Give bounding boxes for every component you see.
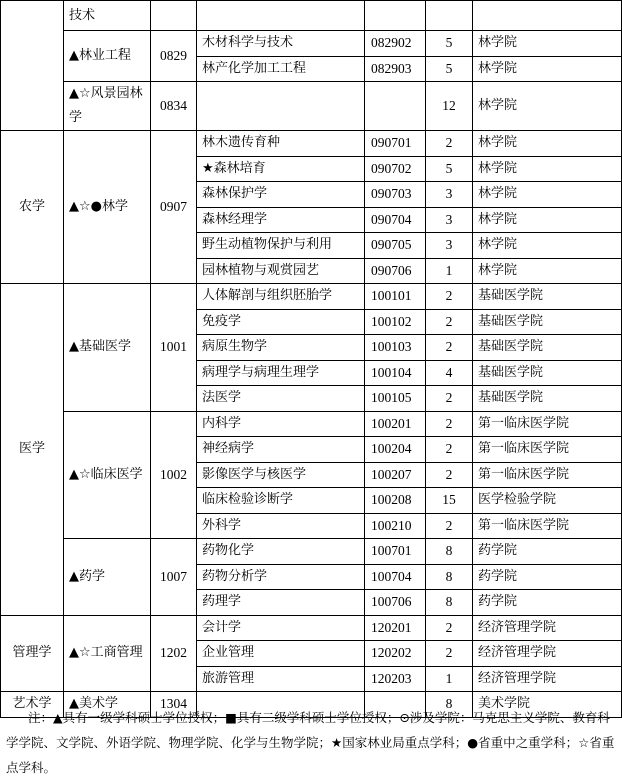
major-cell [197,82,365,131]
major-cell: 临床检验诊断学 [197,488,365,514]
major-code-cell: 100204 [365,437,426,463]
major-code-cell: 100701 [365,539,426,565]
table-row [1,31,622,57]
subject-code-cell: 0834 [151,82,197,131]
college-cell: 基础医学院 [473,335,622,361]
major-code-cell: 090706 [365,258,426,284]
enrollment-count-cell: 15 [426,488,473,514]
major-cell: 木材科学与技术 [197,31,365,57]
college-cell: 药学院 [473,564,622,590]
college-cell: 林学院 [473,82,622,131]
major-code-cell: 090703 [365,182,426,208]
college-cell: 林学院 [473,131,622,157]
major-cell: 病理学与病理生理学 [197,360,365,386]
subject-cell: ▲药学 [64,539,151,616]
college-cell: 第一临床医学院 [473,513,622,539]
enrollment-count-cell: 2 [426,284,473,310]
enrollment-count-cell: 2 [426,386,473,412]
major-code-cell: 100104 [365,360,426,386]
subject-cell: ▲美术学 [64,692,151,718]
major-cell: 法医学 [197,386,365,412]
college-cell: 林学院 [473,258,622,284]
college-cell: 林学院 [473,233,622,259]
enrollment-count-cell: 2 [426,462,473,488]
enrollment-count-cell: 2 [426,335,473,361]
table-row [1,539,622,565]
major-cell: 病原生物学 [197,335,365,361]
subject-cell: ▲☆临床医学 [64,411,151,539]
college-cell: 药学院 [473,590,622,616]
table-row [1,615,622,641]
major-code-cell: 100105 [365,386,426,412]
major-code-cell: 120202 [365,641,426,667]
enrollment-count-cell: 8 [426,539,473,565]
major-code-cell: 090702 [365,156,426,182]
enrollment-count-cell: 1 [426,258,473,284]
category-cell: 艺术学 [1,692,64,718]
major-cell: 人体解剖与组织胚胎学 [197,284,365,310]
major-cell: 会计学 [197,615,365,641]
major-cell: 免疫学 [197,309,365,335]
enrollment-count-cell: 2 [426,437,473,463]
major-cell: 森林经理学 [197,207,365,233]
major-cell: 药物分析学 [197,564,365,590]
college-cell: 基础医学院 [473,386,622,412]
subject-code-cell: 0907 [151,131,197,284]
college-cell: 林学院 [473,31,622,57]
major-code-cell: 120203 [365,666,426,692]
major-cell: ★森林培育 [197,156,365,182]
college-cell: 药学院 [473,539,622,565]
major-code-cell [365,82,426,131]
enrollment-count-cell: 2 [426,615,473,641]
college-cell: 经济管理学院 [473,641,622,667]
college-cell: 基础医学院 [473,360,622,386]
major-cell: 野生动植物保护与利用 [197,233,365,259]
subject-code-cell [151,1,197,31]
college-cell: 美术学院 [473,692,622,718]
enrollment-count-cell: 3 [426,233,473,259]
subject-cell: ▲林业工程 [64,31,151,82]
major-code-cell: 082903 [365,56,426,82]
table-row [1,82,622,131]
subject-cell: ▲☆风景园林学 [64,82,151,131]
subject-code-cell: 1007 [151,539,197,616]
major-cell: 影像医学与核医学 [197,462,365,488]
college-cell: 第一临床医学院 [473,437,622,463]
college-cell: 林学院 [473,207,622,233]
subject-cell: 技术 [64,1,151,31]
table-row [1,1,622,31]
college-cell [473,1,622,31]
major-cell: 药理学 [197,590,365,616]
table-footnote: 注：▲具有一级学科硕士学位授权；■具有二级学科硕士学位授权；⊙涉及学院：马克思主义学院、教育科学学院、文学院、外语学院、物理学院、化学与生物学院；★国家林业局重点学科；●省重中之重学科；☆省重点学科。 [6,709,615,775]
major-code-cell: 100207 [365,462,426,488]
subject-cell: ▲☆●林学 [64,131,151,284]
major-cell: 企业管理 [197,641,365,667]
college-cell: 林学院 [473,56,622,82]
enrollment-count-cell: 5 [426,156,473,182]
enrollment-count-cell: 8 [426,564,473,590]
major-cell: 林木遗传育种 [197,131,365,157]
enrollment-count-cell: 2 [426,131,473,157]
subject-code-cell: 1304 [151,692,197,718]
major-cell: 神经病学 [197,437,365,463]
college-cell: 基础医学院 [473,284,622,310]
enrollment-count-cell: 1 [426,666,473,692]
major-code-cell: 100210 [365,513,426,539]
major-code-cell: 100706 [365,590,426,616]
college-cell: 经济管理学院 [473,666,622,692]
subject-code-cell: 0829 [151,31,197,82]
major-cell: 旅游管理 [197,666,365,692]
enrollment-count-cell: 5 [426,56,473,82]
major-cell: 药物化学 [197,539,365,565]
major-cell: 林产化学加工工程 [197,56,365,82]
major-code-cell: 100102 [365,309,426,335]
college-cell: 第一临床医学院 [473,411,622,437]
category-cell: 管理学 [1,615,64,692]
enrollment-count-cell [426,1,473,31]
college-cell: 第一临床医学院 [473,462,622,488]
enrollment-count-cell: 8 [426,590,473,616]
enrollment-count-cell: 3 [426,207,473,233]
major-code-cell: 100208 [365,488,426,514]
college-cell: 基础医学院 [473,309,622,335]
enrollment-count-cell: 2 [426,513,473,539]
major-code-cell: 082902 [365,31,426,57]
major-code-cell: 090701 [365,131,426,157]
enrollment-count-cell: 2 [426,641,473,667]
enrollment-count-cell: 5 [426,31,473,57]
major-code-cell: 090704 [365,207,426,233]
college-cell: 林学院 [473,182,622,208]
category-cell: 医学 [1,284,64,616]
major-cell: 外科学 [197,513,365,539]
enrollment-count-cell: 3 [426,182,473,208]
major-cell: 森林保护学 [197,182,365,208]
college-cell: 医学检验学院 [473,488,622,514]
subject-code-cell: 1001 [151,284,197,412]
subject-cell: ▲☆工商管理 [64,615,151,692]
college-cell: 经济管理学院 [473,615,622,641]
major-code-cell: 090705 [365,233,426,259]
subject-cell: ▲基础医学 [64,284,151,412]
major-cell: 内科学 [197,411,365,437]
enrollment-count-cell: 8 [426,692,473,718]
college-cell: 林学院 [473,156,622,182]
enrollment-count-cell: 2 [426,309,473,335]
major-code-cell: 120201 [365,615,426,641]
major-code-cell: 100201 [365,411,426,437]
major-code-cell: 100704 [365,564,426,590]
enrollment-count-cell: 4 [426,360,473,386]
major-cell [197,1,365,31]
major-cell: 园林植物与观赏园艺 [197,258,365,284]
table-row [1,131,622,157]
category-cell [1,1,64,131]
subject-code-cell: 1202 [151,615,197,692]
major-code-cell [365,1,426,31]
major-code-cell: 100101 [365,284,426,310]
subject-code-cell: 1002 [151,411,197,539]
enrollment-count-cell: 2 [426,411,473,437]
enrollment-count-cell: 12 [426,82,473,131]
table-row [1,411,622,437]
category-cell: 农学 [1,131,64,284]
major-code-cell: 100103 [365,335,426,361]
table-row [1,284,622,310]
